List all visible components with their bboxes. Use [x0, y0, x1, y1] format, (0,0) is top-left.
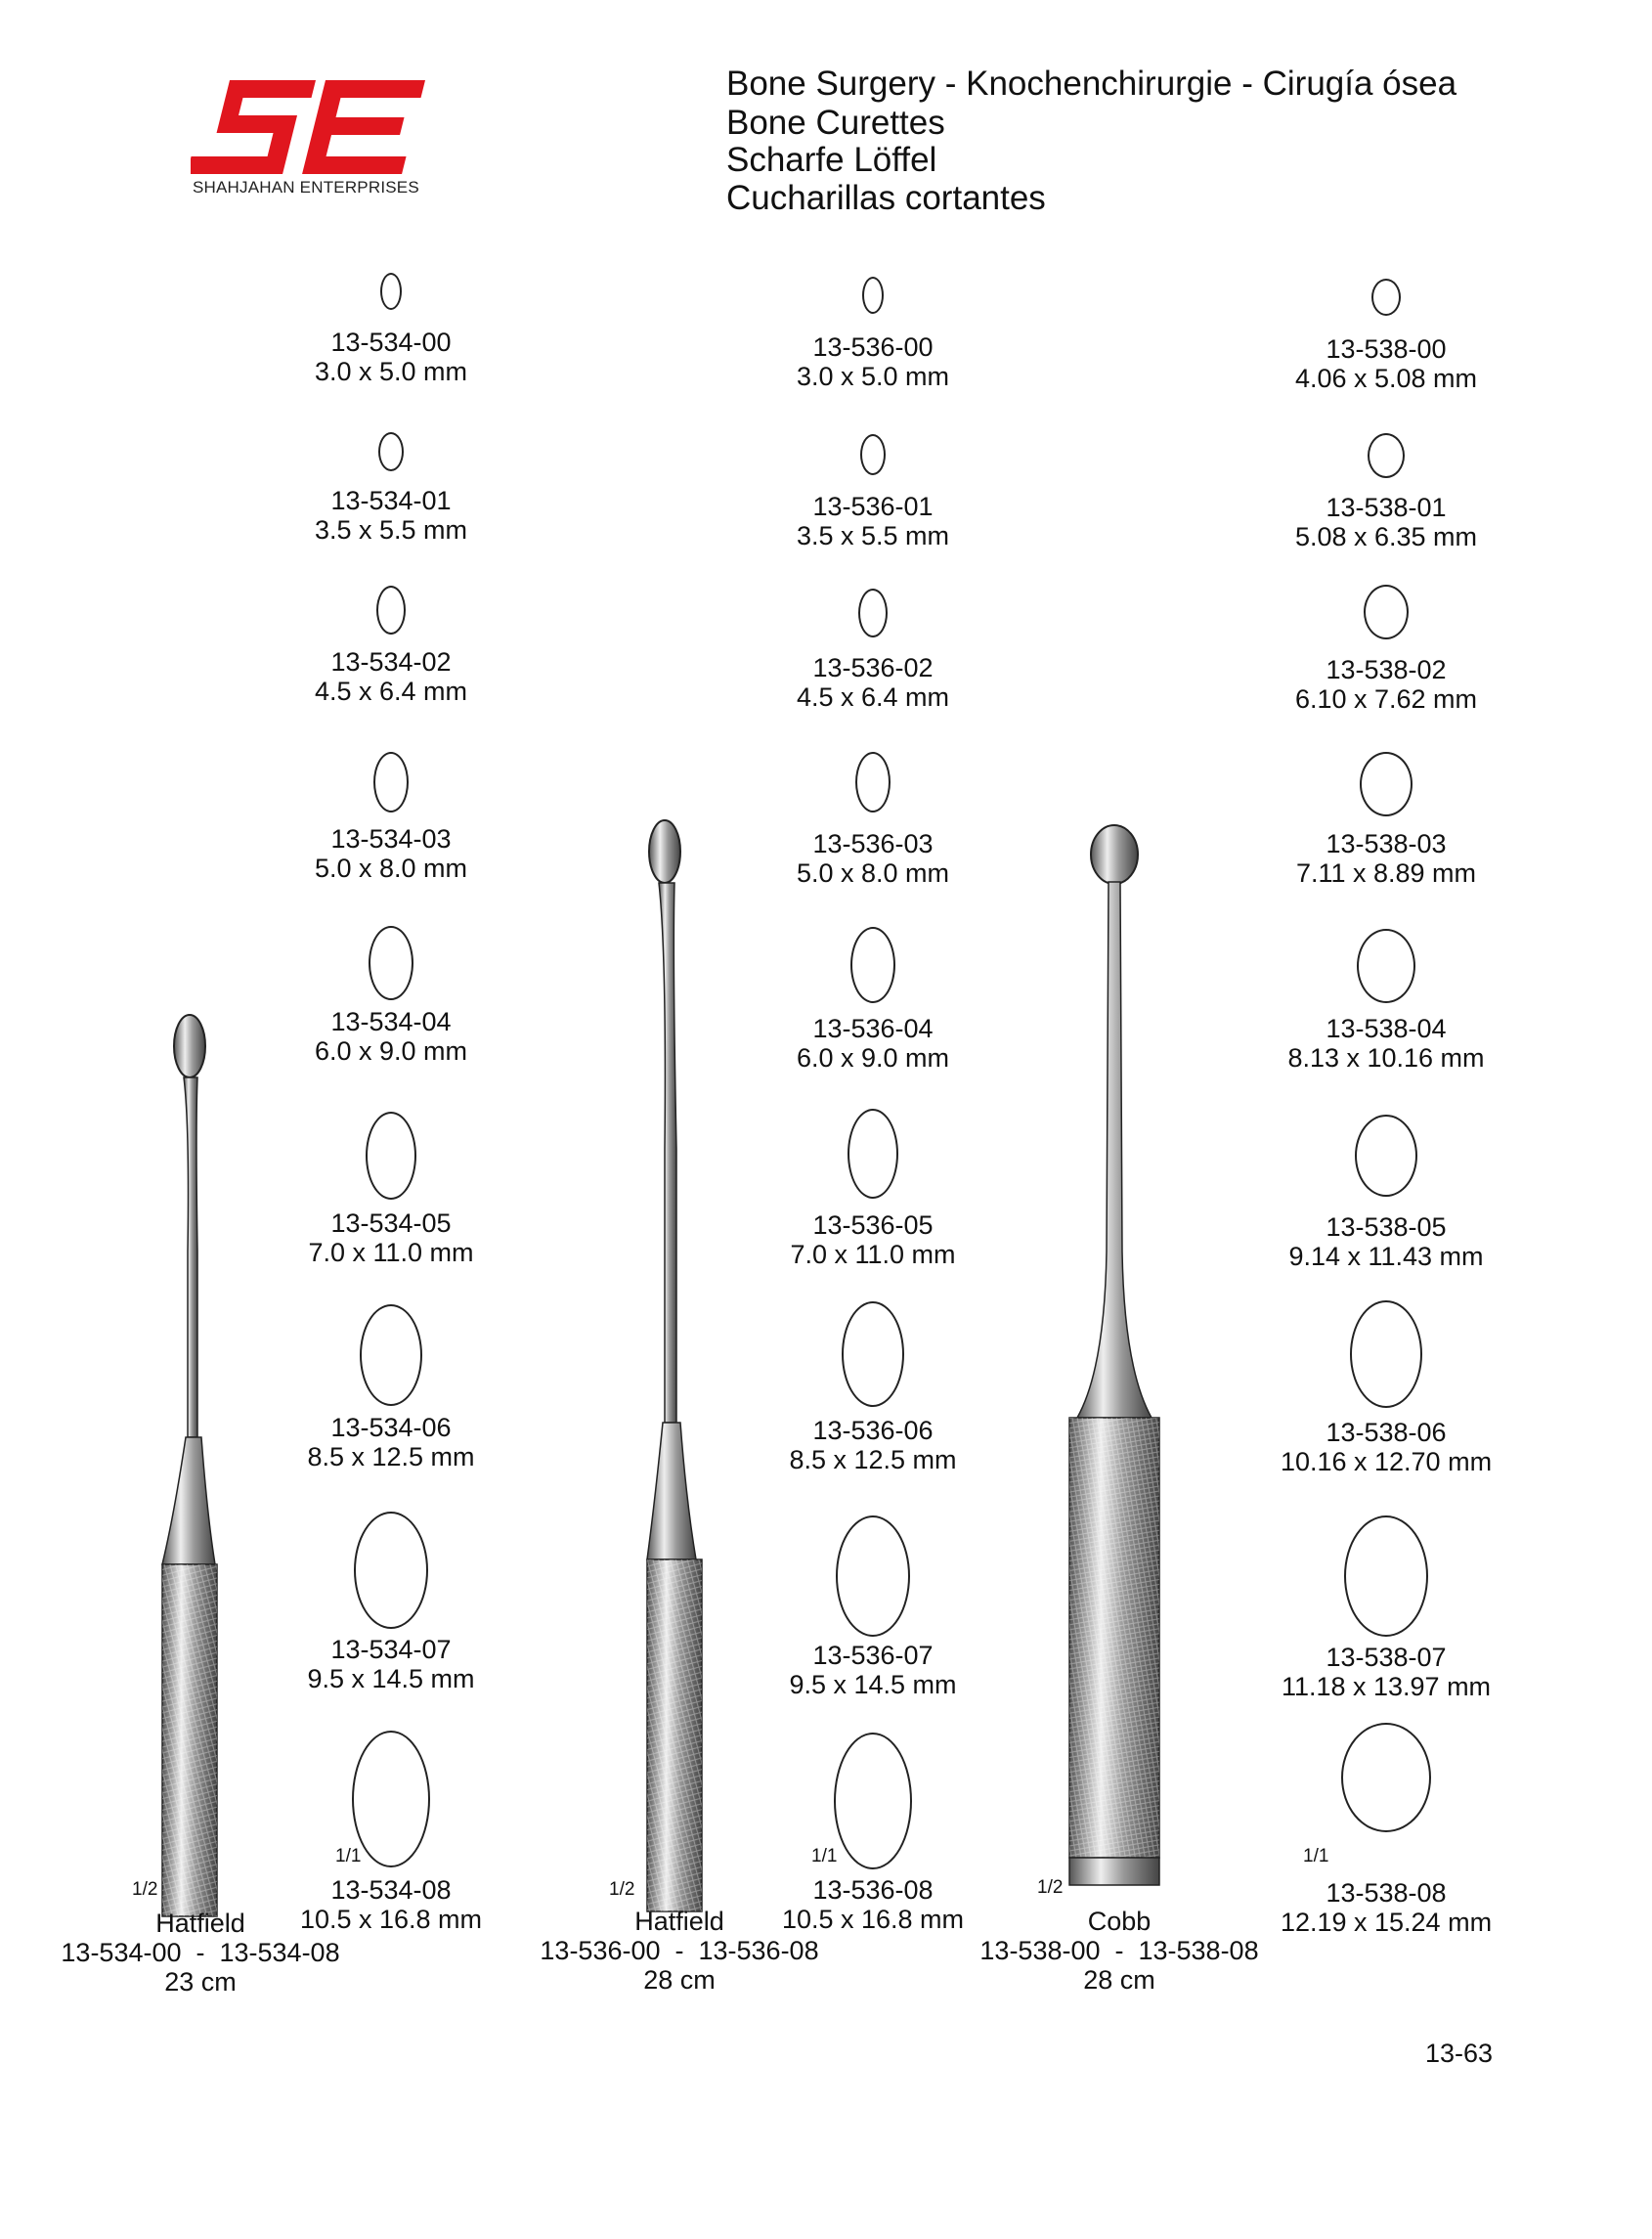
code-range: 13-534-00 - 13-534-08	[61, 1938, 340, 1967]
item-dimensions: 12.19 x 15.24 mm	[1280, 1908, 1493, 1937]
item-code: 13-536-04	[812, 1014, 934, 1043]
subtitle-en: Bone Curettes	[726, 104, 945, 142]
item-code: 13-538-04	[1326, 1014, 1447, 1043]
model-name: Hatfield	[155, 1909, 245, 1938]
instrument-length: 28 cm	[1083, 1965, 1155, 1995]
instrument-length: 23 cm	[164, 1967, 237, 1997]
code-range: 13-536-00 - 13-536-08	[540, 1936, 819, 1965]
item-dimensions: 3.5 x 5.5 mm	[314, 515, 468, 545]
item-dimensions: 11.18 x 13.97 mm	[1281, 1672, 1492, 1701]
instrument-caption-2	[513, 1907, 846, 1995]
size-caption	[726, 1641, 1020, 1699]
curette-cup-outline	[360, 1304, 422, 1406]
curette-cup-outline	[1364, 585, 1409, 639]
item-code: 13-534-05	[330, 1208, 452, 1238]
size-caption	[244, 1413, 538, 1471]
brand-name: SHAHJAHAN ENTERPRISES	[193, 178, 419, 197]
size-caption	[1239, 1212, 1533, 1271]
curette-cup-outline	[836, 1515, 910, 1637]
item-dimensions: 3.0 x 5.0 mm	[796, 362, 950, 391]
curette-cup-outline	[380, 273, 402, 310]
item-dimensions: 7.0 x 11.0 mm	[308, 1238, 474, 1267]
item-dimensions: 10.5 x 16.8 mm	[781, 1905, 965, 1934]
item-dimensions: 9.5 x 14.5 mm	[789, 1670, 957, 1699]
curette-cup-outline	[834, 1733, 912, 1869]
size-caption	[244, 486, 538, 545]
item-dimensions: 10.16 x 12.70 mm	[1280, 1447, 1493, 1476]
item-dimensions: 6.0 x 9.0 mm	[796, 1043, 950, 1073]
item-dimensions: 3.0 x 5.0 mm	[314, 357, 468, 386]
curette-cup-outline	[848, 1109, 898, 1199]
size-caption	[726, 1416, 1020, 1474]
subtitle-es: Cucharillas cortantes	[726, 179, 1046, 217]
item-dimensions: 5.08 x 6.35 mm	[1294, 522, 1478, 551]
size-caption	[244, 647, 538, 706]
item-dimensions: 5.0 x 8.0 mm	[314, 854, 468, 883]
item-dimensions: 7.0 x 11.0 mm	[790, 1240, 956, 1269]
item-code: 13-534-01	[330, 486, 452, 515]
item-code: 13-538-02	[1326, 655, 1447, 684]
item-code: 13-538-05	[1326, 1212, 1447, 1242]
instrument-scale-label: 1/2	[1037, 1877, 1064, 1898]
size-caption	[1239, 1014, 1533, 1073]
size-caption	[1239, 334, 1533, 393]
curette-cup-outline	[1344, 1515, 1428, 1637]
item-code: 13-534-00	[330, 328, 452, 357]
curette-cup-outline	[1357, 929, 1415, 1003]
size-caption	[726, 653, 1020, 712]
curette-instrument-hatfield-23	[147, 1007, 254, 1926]
curette-cup-outline	[369, 926, 413, 1000]
item-dimensions: 8.5 x 12.5 mm	[307, 1442, 475, 1471]
size-caption	[244, 1208, 538, 1267]
curette-cup-outline	[1355, 1115, 1417, 1197]
model-name: Cobb	[1087, 1907, 1152, 1936]
item-code: 13-534-04	[330, 1007, 452, 1036]
curette-cup-outline	[860, 434, 886, 475]
item-dimensions: 4.5 x 6.4 mm	[796, 682, 950, 712]
curette-cup-outline	[850, 927, 895, 1003]
curette-cup-outline	[378, 432, 404, 471]
model-name: Hatfield	[634, 1907, 724, 1936]
item-dimensions: 9.5 x 14.5 mm	[307, 1664, 475, 1693]
instrument-length: 28 cm	[643, 1965, 716, 1995]
item-code: 13-536-06	[812, 1416, 934, 1445]
subtitle-de: Scharfe Löffel	[726, 141, 937, 179]
item-code: 13-534-06	[330, 1413, 452, 1442]
item-code: 13-534-03	[330, 824, 452, 854]
size-caption	[244, 1635, 538, 1693]
curette-cup-outline	[1350, 1300, 1422, 1408]
curette-cup-outline	[366, 1112, 416, 1200]
ovals-scale-label: 1/1	[811, 1846, 838, 1866]
size-caption	[1239, 493, 1533, 551]
item-code: 13-538-01	[1326, 493, 1447, 522]
curette-cup-outline	[373, 752, 409, 812]
item-dimensions: 8.5 x 12.5 mm	[789, 1445, 957, 1474]
size-caption	[726, 829, 1020, 888]
item-code: 13-538-00	[1326, 334, 1447, 364]
ovals-scale-label: 1/1	[1303, 1846, 1329, 1866]
item-code: 13-536-01	[812, 492, 934, 521]
item-code: 13-536-08	[812, 1875, 934, 1905]
curette-instrument-cobb-28	[1056, 821, 1193, 1907]
curette-cup-outline	[862, 277, 884, 314]
curette-cup-outline	[858, 589, 888, 637]
curette-cup-outline	[354, 1512, 428, 1629]
curette-cup-outline	[352, 1731, 430, 1867]
size-caption	[726, 332, 1020, 391]
curette-cup-outline	[1371, 279, 1401, 316]
size-caption	[244, 824, 538, 883]
curette-cup-outline	[1341, 1723, 1431, 1832]
item-code: 13-534-08	[330, 1875, 452, 1905]
size-caption	[1239, 1643, 1533, 1701]
size-caption	[726, 492, 1020, 550]
item-dimensions: 4.06 x 5.08 mm	[1294, 364, 1478, 393]
item-dimensions: 6.0 x 9.0 mm	[314, 1036, 468, 1066]
item-code: 13-538-06	[1326, 1418, 1447, 1447]
item-code: 13-538-03	[1326, 829, 1447, 858]
curette-cup-outline	[1368, 433, 1405, 478]
size-caption	[244, 328, 538, 386]
item-dimensions: 6.10 x 7.62 mm	[1294, 684, 1478, 714]
item-dimensions: 3.5 x 5.5 mm	[796, 521, 950, 550]
size-caption	[1239, 829, 1533, 888]
instrument-caption-1	[34, 1909, 367, 1997]
ovals-scale-label: 1/1	[335, 1846, 362, 1866]
size-caption	[1239, 655, 1533, 714]
instrument-scale-label: 1/2	[132, 1879, 158, 1900]
size-caption	[726, 1014, 1020, 1073]
item-dimensions: 8.13 x 10.16 mm	[1287, 1043, 1485, 1073]
item-code: 13-538-07	[1326, 1643, 1447, 1672]
item-code: 13-538-08	[1326, 1878, 1447, 1908]
curette-instrument-hatfield-28	[626, 816, 733, 1921]
curette-cup-outline	[855, 752, 891, 812]
item-code: 13-534-02	[330, 647, 452, 677]
curette-cup-outline	[1360, 752, 1413, 816]
item-code: 13-536-05	[812, 1210, 934, 1240]
item-dimensions: 7.11 x 8.89 mm	[1295, 858, 1477, 888]
instrument-scale-label: 1/2	[609, 1879, 635, 1900]
item-dimensions: 5.0 x 8.0 mm	[796, 858, 950, 888]
item-dimensions: 9.14 x 11.43 mm	[1288, 1242, 1484, 1271]
instrument-caption-3	[953, 1907, 1285, 1995]
curette-cup-outline	[376, 586, 406, 635]
item-code: 13-536-00	[812, 332, 934, 362]
size-caption	[1239, 1418, 1533, 1476]
page-number: 13-63	[1425, 2039, 1494, 2068]
code-range: 13-538-00 - 13-538-08	[979, 1936, 1259, 1965]
item-dimensions: 4.5 x 6.4 mm	[314, 677, 468, 706]
item-code: 13-534-07	[330, 1635, 452, 1664]
item-dimensions: 10.5 x 16.8 mm	[299, 1905, 483, 1934]
item-code: 13-536-02	[812, 653, 934, 682]
page-title: Bone Surgery - Knochenchirurgie - Cirugía ósea	[726, 65, 1457, 103]
curette-cup-outline	[842, 1301, 904, 1407]
item-code: 13-536-07	[812, 1641, 934, 1670]
size-caption	[244, 1007, 538, 1066]
item-code: 13-536-03	[812, 829, 934, 858]
size-caption	[726, 1210, 1020, 1269]
